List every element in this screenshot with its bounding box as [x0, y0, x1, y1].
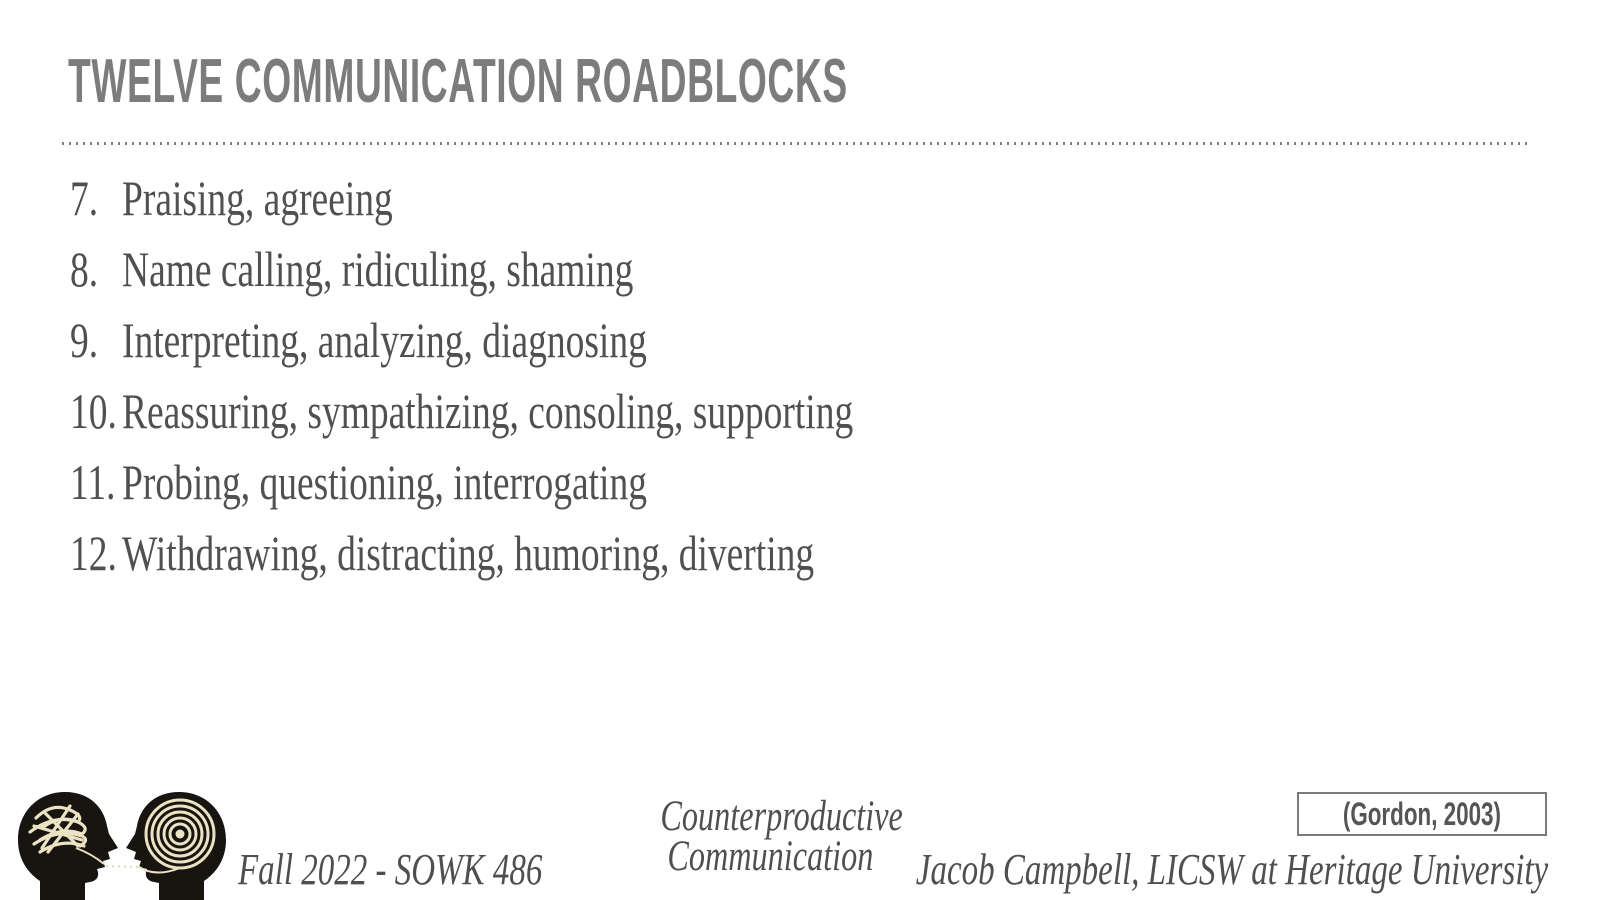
topic-line2: Communication	[666, 833, 874, 880]
list-item	[70, 376, 1097, 447]
list-item-text: Probing, questioning, interrogating	[122, 454, 647, 510]
list-item	[70, 447, 1097, 518]
list-item-text: Reassuring, sympathizing, consoling, supporting	[122, 383, 854, 439]
list-item	[70, 234, 1097, 305]
list-item-text: Name calling, ridiculing, shaming	[122, 241, 634, 297]
list-item-text: Praising, agreeing	[122, 170, 393, 226]
list-item-number: 9.	[70, 312, 99, 368]
slide-title-text: TWELVE COMMUNICATION ROADBLOCKS	[68, 47, 848, 116]
slide-title	[68, 47, 1368, 116]
list-item-text: Interpreting, analyzing, diagnosing	[122, 312, 647, 368]
author-label: Jacob Campbell, LICSW at Heritage University	[915, 845, 1548, 894]
roadblocks-list	[70, 163, 1097, 589]
list-item-number: 10.	[70, 383, 117, 439]
topic-line1: Counterproductive	[660, 793, 903, 840]
list-item-number: 12.	[70, 525, 117, 581]
title-dotted-separator	[62, 142, 1532, 145]
list-item-number: 8.	[70, 241, 99, 297]
citation-text: (Gordon, 2003)	[1343, 796, 1502, 832]
list-item	[70, 163, 1097, 234]
speech-dotted-line	[106, 866, 138, 867]
two-heads-communication-icon	[12, 786, 232, 900]
list-item	[70, 305, 1097, 376]
list-item-number: 11.	[70, 454, 116, 510]
course-label: Fall 2022 - SOWK 486	[238, 845, 543, 894]
citation-badge	[1297, 792, 1547, 836]
list-item-number: 7.	[70, 170, 99, 226]
list-item	[70, 518, 1097, 589]
list-item-text: Withdrawing, distracting, humoring, diverting	[122, 525, 815, 581]
